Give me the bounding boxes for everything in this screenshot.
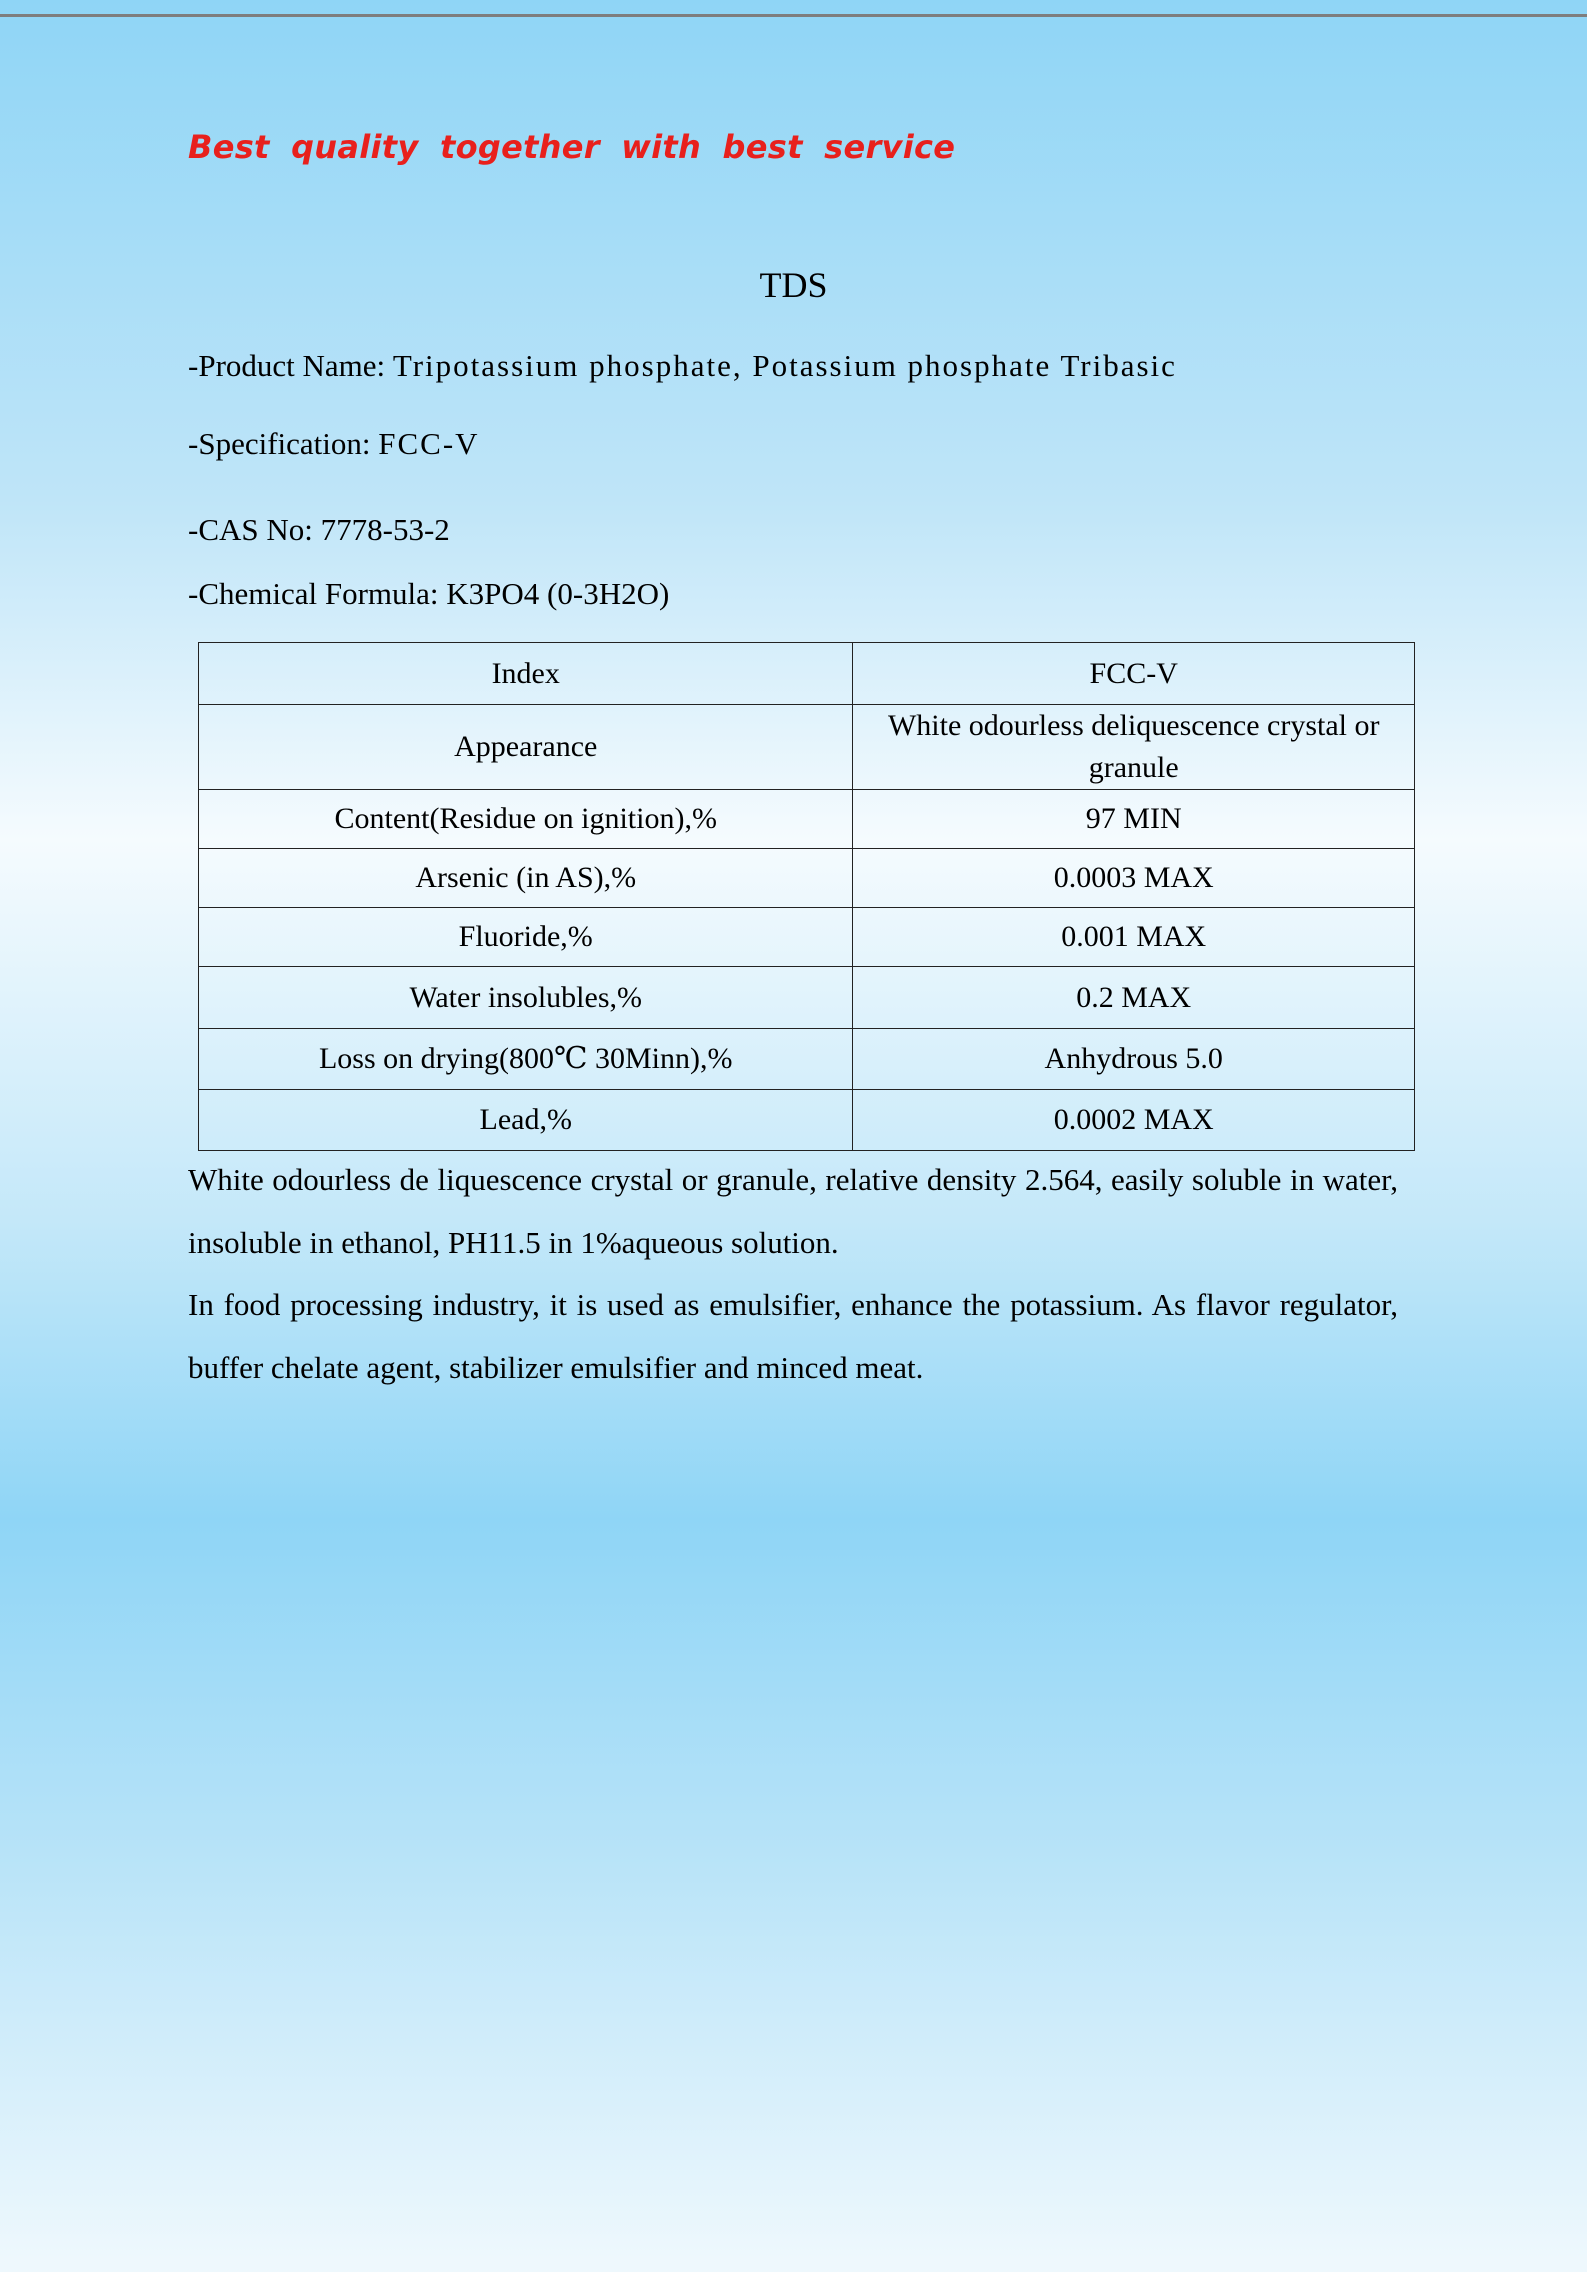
table-row [199,1029,1415,1090]
specification-table [198,642,1415,1151]
cas-value: 7778-53-2 [320,512,450,547]
document-title: TDS [759,265,828,305]
description-paragraph: White odourless de liquescence crystal or granule, relative density 2.564, easily soluble in water, insoluble in ethanol, PH11.5 in 1%aqueous solution. [188,1162,1398,1260]
table-cell-value: White odourless deliquescence crystal or granule [853,705,1415,790]
usage-paragraph: In food processing industry, it is used as emulsifier, enhance the potassium. As flavor regulator, buffer chelate agent, stabilizer emulsifier and minced meat. [188,1287,1398,1385]
product-name-label: -Product Name: [188,348,386,383]
formula-label: -Chemical Formula: [188,576,439,611]
product-name-line [188,348,1177,384]
table-cell-index: Arsenic (in AS),% [199,849,853,908]
table-cell-index: Appearance [199,705,853,790]
table-cell-value: 0.0002 MAX [853,1090,1415,1151]
product-name-value: Tripotassium phosphate, Potassium phosphate Tribasic [392,348,1177,383]
table-cell-index: Fluoride,% [199,908,853,967]
table-cell-index: Content(Residue on ignition),% [199,790,853,849]
cas-label: -CAS No: [188,512,313,547]
table-cell-index: Water insolubles,% [199,967,853,1029]
table-row [199,1090,1415,1151]
table-row [199,790,1415,849]
table-row [199,849,1415,908]
cas-line [188,512,450,548]
table-header-index: Index [199,643,853,705]
formula-line [188,576,669,612]
table-row [199,705,1415,790]
top-divider [0,14,1587,17]
specification-line [188,426,480,462]
table-row [199,908,1415,967]
table-header-grade: FCC-V [853,643,1415,705]
table-cell-value: 0.0003 MAX [853,849,1415,908]
table-cell-index: Loss on drying(800℃ 30Minn),% [199,1029,853,1090]
table-header-row [199,643,1415,705]
table-cell-value: 0.2 MAX [853,967,1415,1029]
table-cell-index: Lead,% [199,1090,853,1151]
table-cell-value: 0.001 MAX [853,908,1415,967]
slogan-text: Best quality together with best service [188,128,956,166]
formula-value: K3PO4 (0-3H2O) [446,576,670,611]
table-cell-value: 97 MIN [853,790,1415,849]
specification-label: -Specification: [188,426,371,461]
table-row [199,967,1415,1029]
table-cell-value: Anhydrous 5.0 [853,1029,1415,1090]
specification-value: FCC-V [378,426,480,461]
